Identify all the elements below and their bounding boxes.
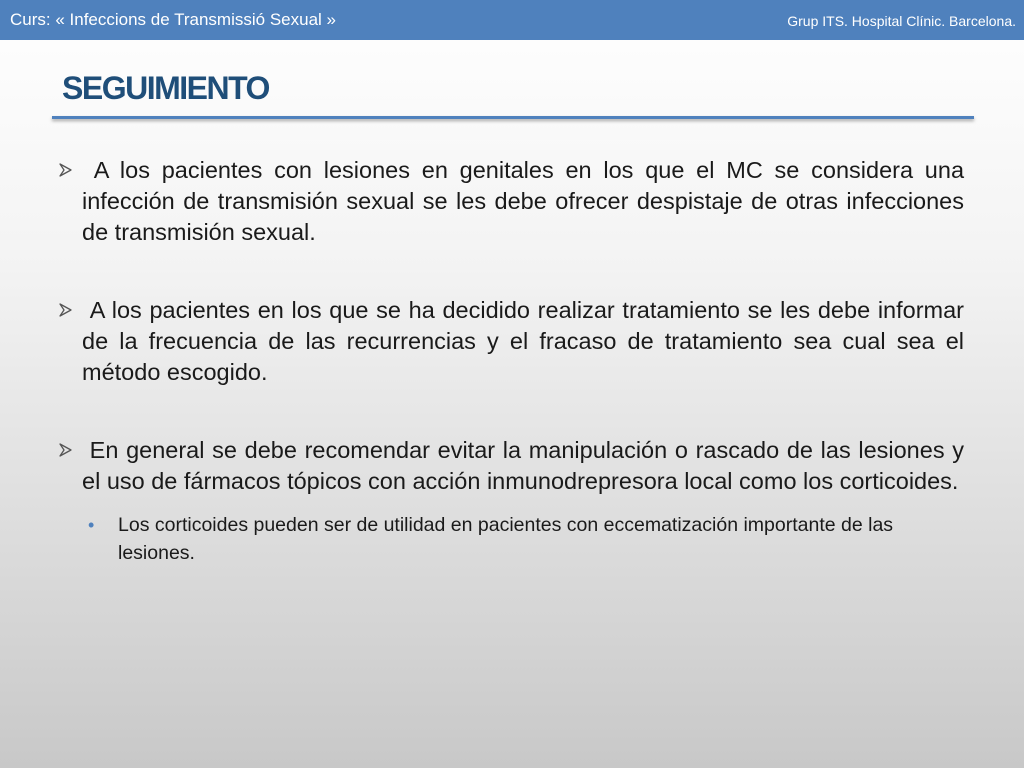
slide-content	[58, 155, 964, 567]
dot-bullet-icon: •	[88, 515, 95, 535]
bullet-item-3	[58, 435, 964, 497]
title-divider	[52, 116, 974, 119]
sub-bullet-item	[58, 511, 964, 567]
slide-title: SEGUIMIENTO	[62, 70, 269, 106]
bullet-item-1	[58, 155, 964, 248]
bullet-item-2	[58, 295, 964, 388]
header-bar	[0, 0, 1024, 40]
arrow-bullet-icon	[58, 443, 74, 457]
bullet-text-1: A los pacientes con lesiones en genitales en los que el MC se considera una infección de transmisión sexual se les debe ofrecer despistaje de otras infecciones de transmisión sexual.	[82, 157, 965, 245]
course-title: Curs: « Infeccions de Transmissió Sexual »	[10, 10, 336, 29]
arrow-bullet-icon	[58, 163, 74, 177]
arrow-bullet-icon	[58, 303, 74, 317]
bullet-text-2: A los pacientes en los que se ha decidido realizar tratamiento se les debe informar de la frecuencia de las recurrencias y el fracaso de tratamiento sea cual sea el método escogido.	[82, 297, 965, 385]
sub-bullet-text: Los corticoides pueden ser de utilidad en pacientes con eccematización importante de las lesiones.	[118, 514, 894, 564]
bullet-text-3: En general se debe recomendar evitar la manipulación o rascado de las lesiones y el uso de fármacos tópicos con acción inmunodrepresora local como los corticoides.	[82, 437, 964, 494]
organization-label: Grup ITS. Hospital Clínic. Barcelona.	[787, 13, 1016, 29]
